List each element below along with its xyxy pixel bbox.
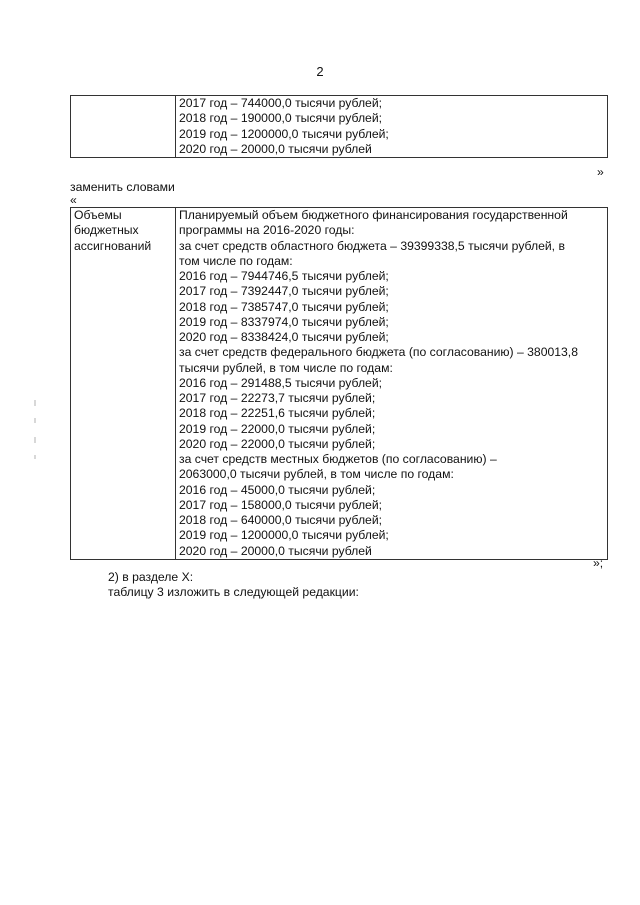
- funding-line: Планируемый объем бюджетного финансирования государственной: [179, 208, 568, 222]
- funding-line: 2016 год – 7944746,5 тысячи рублей;: [179, 269, 389, 283]
- funding-line: 2018 год – 190000,0 тысячи рублей;: [179, 111, 383, 126]
- funding-line: 2017 год – 158000,0 тысячи рублей;: [179, 497, 383, 512]
- funding-line: за счет средств федерального бюджета (по согласованию) – 380013,8: [179, 345, 578, 360]
- funding-line: 2019 год – 22000,0 тысячи рублей;: [179, 421, 376, 436]
- funding-line: тысячи рублей, в том числе по годам:: [179, 360, 393, 375]
- funding-line: 2017 год – 22273,7 тысячи рублей;: [179, 391, 376, 405]
- continued-funding-table: [70, 95, 608, 158]
- table-right-cell: [176, 96, 608, 158]
- table-left-cell: [71, 96, 176, 158]
- opening-quote: «: [70, 193, 77, 207]
- funding-line: 2018 год – 22251,6 тысячи рублей;: [179, 406, 376, 421]
- section-item: 2) в разделе X:: [108, 570, 194, 584]
- funding-line: 2063000,0 тысячи рублей, в том числе по годам:: [179, 467, 454, 482]
- table-left-cell: [71, 208, 176, 560]
- scan-speck: [34, 418, 36, 423]
- funding-line: 2018 год – 640000,0 тысячи рублей;: [179, 513, 383, 527]
- scan-speck: [34, 400, 36, 406]
- funding-line: за счет средств местных бюджетов (по согласованию) –: [179, 452, 497, 466]
- funding-line: 2019 год – 1200000,0 тысячи рублей;: [179, 126, 389, 141]
- funding-line: программы на 2016-2020 годы:: [179, 223, 355, 238]
- funding-line: 2016 год – 291488,5 тысячи рублей;: [179, 375, 383, 390]
- funding-line: 2017 год – 744000,0 тысячи рублей;: [179, 96, 383, 110]
- row-label-line: Объемы: [74, 208, 122, 222]
- table-right-cell: [176, 208, 608, 560]
- funding-line: 2019 год – 1200000,0 тысячи рублей;: [179, 528, 389, 543]
- budget-allocation-table: [70, 207, 608, 560]
- funding-line: за счет средств областного бюджета – 39399338,5 тысячи рублей, в: [179, 238, 565, 253]
- scan-speck: [34, 455, 36, 459]
- scan-speck: [34, 437, 36, 443]
- row-label-line: бюджетных: [74, 223, 139, 238]
- funding-line: 2017 год – 7392447,0 тысячи рублей;: [179, 284, 389, 299]
- funding-line: 2018 год – 7385747,0 тысячи рублей;: [179, 299, 389, 314]
- page-number: 2: [316, 64, 324, 79]
- closing-quote: »: [597, 165, 604, 179]
- funding-line: том числе по годам:: [179, 253, 293, 268]
- funding-line: 2020 год – 22000,0 тысячи рублей;: [179, 436, 376, 451]
- funding-line: 2020 год – 20000,0 тысячи рублей: [179, 543, 372, 558]
- closing-quote-semicolon: »;: [593, 556, 604, 570]
- table-instruction: таблицу 3 изложить в следующей редакции:: [108, 585, 359, 599]
- table-row: [71, 208, 608, 560]
- row-label-line: ассигнований: [74, 238, 152, 253]
- funding-line: 2020 год – 8338424,0 тысячи рублей;: [179, 330, 389, 344]
- replace-with-words-label: заменить словами: [70, 180, 175, 194]
- funding-line: 2016 год – 45000,0 тысячи рублей;: [179, 482, 376, 497]
- table-row: [71, 96, 608, 158]
- funding-line: 2019 год – 8337974,0 тысячи рублей;: [179, 314, 389, 329]
- funding-line: 2020 год – 20000,0 тысячи рублей: [179, 141, 372, 156]
